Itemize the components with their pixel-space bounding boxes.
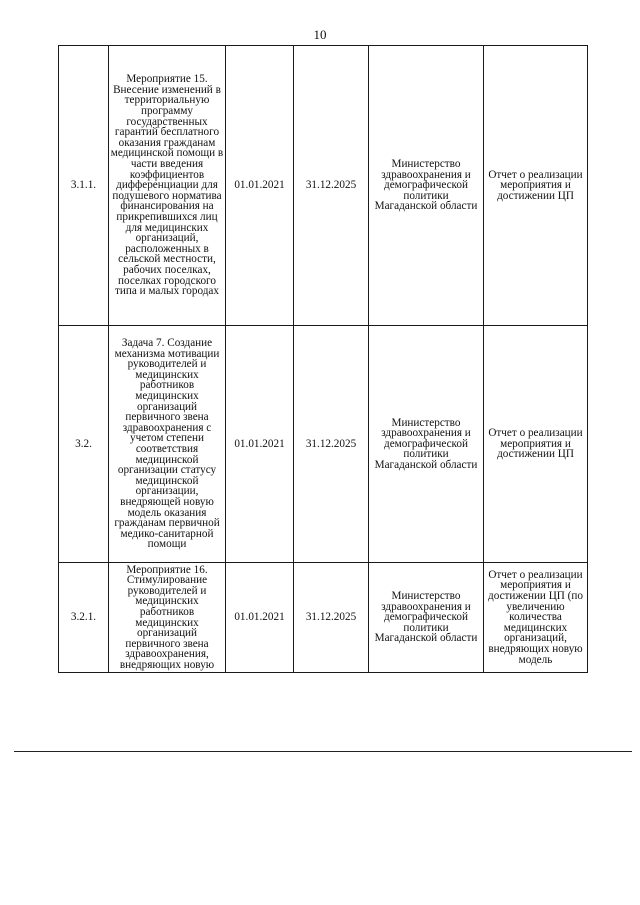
end-date-cell: 31.12.2025 [294,563,369,673]
table-row [59,326,588,563]
table-row [59,46,588,326]
description-cell: Задача 7. Создание механизма мотивации руководителей и медицинских работников медицинских организаций первичного звена здравоохранения с учетом степени соответствия медицинской организации статусу медицинской организации, внедряющей новую модель оказания гражданам первичной медико-санитарной помощи [109,326,226,563]
start-date-cell: 01.01.2021 [226,326,294,563]
description-cell: Мероприятие 15. Внесение изменений в территориальную программу государственных гарантий бесплатного оказания гражданам медицинской помощи в части введения коэффициентов дифференциации для подушевого норматива финансирования на прикрепившихся лиц для медицинских организаций, расположенных в сельской местности, рабочих поселках, поселках городского типа и малых городах [109,46,226,326]
description-cell: Мероприятие 16. Стимулирование руководителей и медицинских работников медицинских организаций первичного звена здравоохранения, внедряющих новую [109,563,226,673]
executor-cell: Министерство здравоохранения и демографической политики Магаданской области [369,326,484,563]
executor-cell: Министерство здравоохранения и демографической политики Магаданской области [369,563,484,673]
result-cell: Отчет о реализации мероприятия и достижении ЦП [484,46,588,326]
start-date-cell: 01.01.2021 [226,563,294,673]
executor-cell: Министерство здравоохранения и демографической политики Магаданской области [369,46,484,326]
page-number: 10 [313,27,327,42]
result-cell: Отчет о реализации мероприятия и достижении ЦП (по увеличению количества медицинских организаций, внедряющих новую модель [484,563,588,673]
result-cell: Отчет о реализации мероприятия и достижении ЦП [484,326,588,563]
start-date-cell: 01.01.2021 [226,46,294,326]
activity-table [58,45,588,673]
row-number-cell: 3.2. [59,326,109,563]
footer-divider [14,751,632,752]
table-row [59,563,588,673]
row-number-cell: 3.2.1. [59,563,109,673]
row-number-cell: 3.1.1. [59,46,109,326]
end-date-cell: 31.12.2025 [294,326,369,563]
end-date-cell: 31.12.2025 [294,46,369,326]
